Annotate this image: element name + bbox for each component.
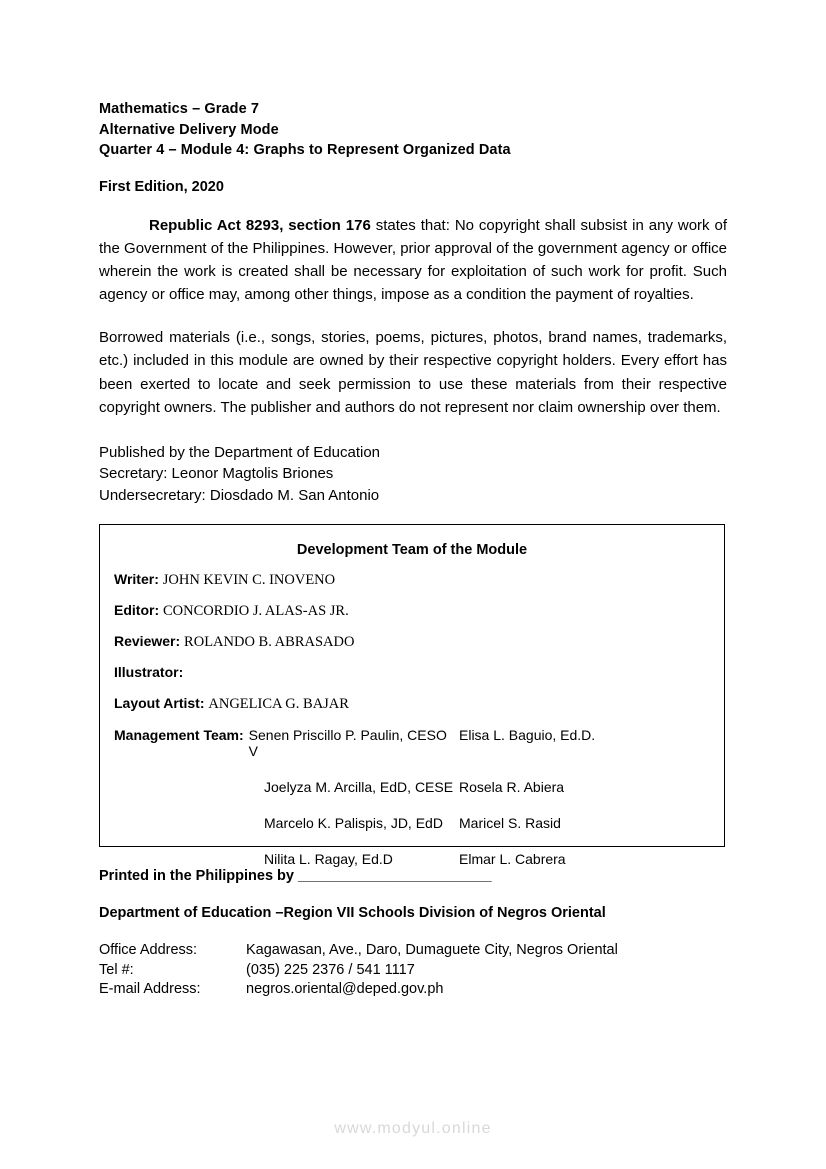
republic-act-label: Republic Act 8293, section 176	[149, 216, 371, 234]
contact-value-tel: (035) 225 2376 / 541 1117	[246, 961, 415, 978]
management-row	[114, 779, 724, 795]
contact-row-tel	[99, 961, 727, 981]
role-value-layout-artist: ANGELICA G. BAJAR	[208, 696, 349, 712]
development-team-box	[99, 524, 725, 867]
development-team-title: Development Team of the Module	[296, 542, 528, 558]
copyright-paragraph	[99, 214, 727, 306]
management-name-right-4: Elmar L. Cabrera	[459, 851, 566, 867]
contact-row-email	[99, 980, 727, 1000]
borrowed-materials-text: Borrowed materials (i.e., songs, stories, poems, pictures, photos, brand names, trademarks, etc.) included in this module are owned by their respective copyright holders. Every effort has been exerted to locate and seek permission to use these materials from their respective copyright owners. The publisher and authors do not represent nor claim ownership over them.	[99, 328, 727, 416]
role-row-editor	[100, 602, 724, 620]
management-row	[114, 727, 724, 759]
role-value-reviewer: ROLANDO B. ABRASADO	[184, 634, 355, 650]
contact-block	[99, 941, 727, 1000]
management-left-cell	[114, 815, 459, 831]
management-left-cell	[114, 779, 459, 795]
subject-line: Mathematics – Grade 7	[99, 101, 260, 117]
role-value-editor: CONCORDIO J. ALAS-AS JR.	[163, 603, 349, 619]
watermark: www.modyul.online	[334, 1120, 492, 1137]
role-label-illustrator: Illustrator:	[114, 664, 184, 680]
management-name-left-2: Joelyza M. Arcilla, EdD, CESE	[264, 779, 454, 795]
role-label-layout-artist: Layout Artist:	[114, 695, 205, 711]
contact-label-email: E-mail Address:	[99, 981, 201, 997]
delivery-mode-line: Alternative Delivery Mode	[99, 121, 279, 138]
management-left-cell	[114, 851, 459, 867]
publisher-line: Published by the Department of Education	[99, 443, 381, 461]
management-team-block	[100, 727, 724, 867]
borrowed-materials-paragraph	[99, 326, 727, 420]
page-content	[99, 99, 727, 1000]
role-label-reviewer: Reviewer:	[114, 633, 181, 649]
management-name-right-2: Rosela R. Abiera	[459, 779, 565, 795]
management-name-left-3: Marcelo K. Palispis, JD, EdD	[264, 815, 443, 831]
role-row-reviewer	[100, 633, 724, 651]
contact-label-address: Office Address:	[99, 942, 198, 958]
role-label-editor: Editor:	[114, 602, 160, 618]
undersecretary-line: Undersecretary: Diosdado M. San Antonio	[99, 486, 380, 504]
role-label-writer: Writer:	[114, 571, 159, 587]
published-by-block	[99, 442, 727, 507]
secretary-line: Secretary: Leonor Magtolis Briones	[99, 465, 334, 482]
module-line: Quarter 4 – Module 4: Graphs to Represent Organized Data	[99, 142, 511, 158]
management-left-cell	[114, 727, 459, 759]
department-line: Department of Education –Region VII Schools Division of Negros Oriental	[99, 905, 606, 921]
role-row-layout-artist	[100, 695, 724, 713]
management-row	[114, 815, 724, 831]
module-title-block	[99, 99, 727, 161]
republic-act-text: states that: No copyright shall subsist in any work of the Government of the Philippines. However, prior approval of the government agency or office wherein the work is created shall be necessary for exploitation of such work for profit. Such agency or office may, among other things, impose as a condition the payment of royalties.	[99, 216, 728, 303]
management-name-left-1: Senen Priscillo P. Paulin, CESO V	[248, 727, 447, 759]
management-name-left-4: Nilita L. Ragay, Ed.D	[264, 851, 393, 867]
contact-label-tel: Tel #:	[99, 961, 134, 978]
edition-line: First Edition, 2020	[99, 178, 224, 195]
contact-value-email: negros.oriental@deped.gov.ph	[246, 981, 444, 997]
management-team-label: Management Team:	[114, 727, 244, 743]
management-name-right-3: Maricel S. Rasid	[459, 815, 561, 831]
contact-row-address	[99, 941, 727, 961]
role-row-illustrator	[100, 664, 724, 682]
management-name-right-1: Elisa L. Baguio, Ed.D.	[459, 727, 596, 743]
role-value-writer: JOHN KEVIN C. INOVENO	[162, 572, 336, 588]
role-row-writer	[100, 571, 724, 589]
management-row	[114, 851, 724, 867]
contact-value-address: Kagawasan, Ave., Daro, Dumaguete City, Negros Oriental	[246, 942, 618, 958]
printed-in-line: Printed in the Philippines by ________________________	[99, 868, 492, 884]
